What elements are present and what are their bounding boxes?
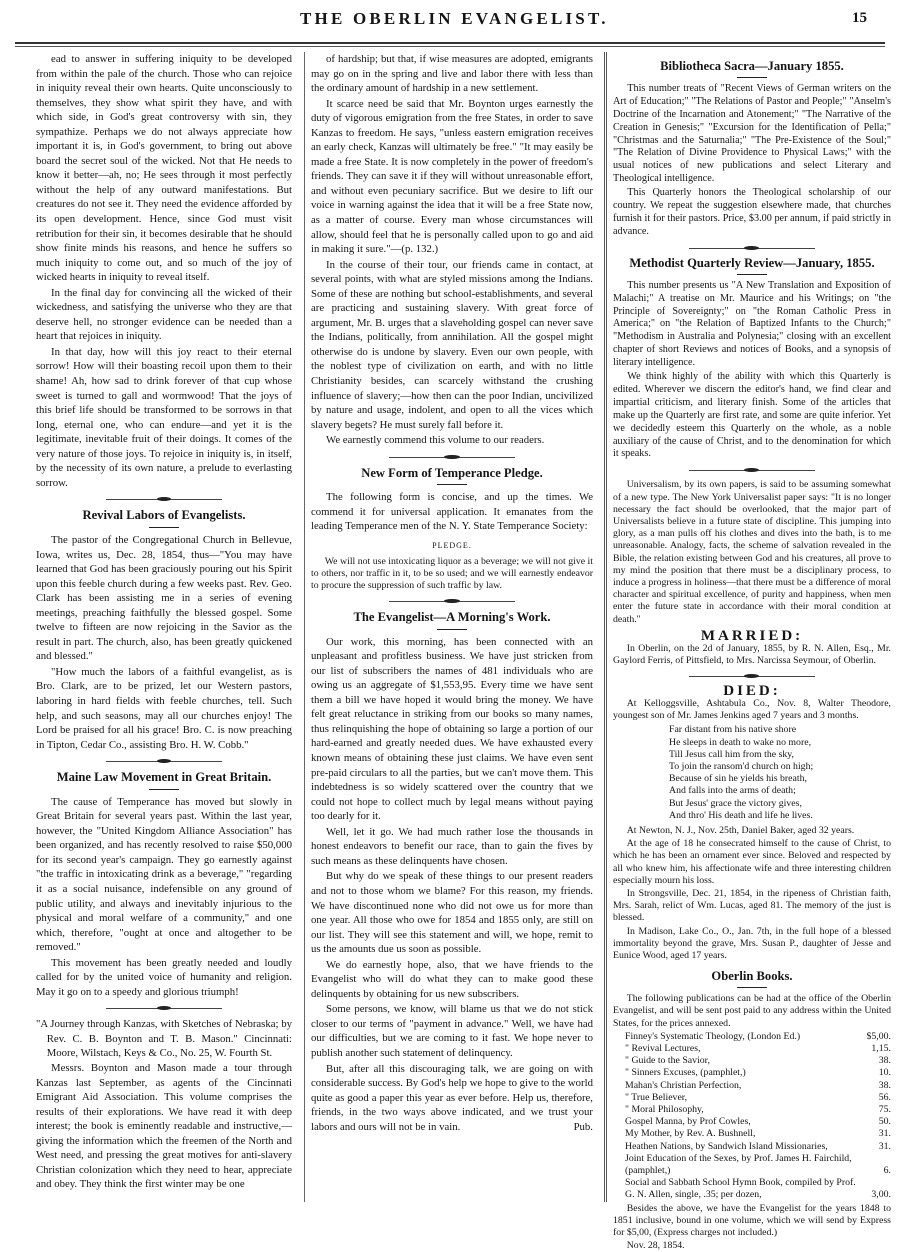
book-row bbox=[625, 1128, 891, 1140]
paragraph: Besides the above, we have the Evangelist for the years 1848 to 1851 inclusive, bound in one volume, which we will send by Express for $5,00, (Express charges not included.) bbox=[613, 1202, 891, 1239]
paragraph: Universalism, by its own papers, is said to be assuming somewhat of a new type. The New York Universalist paper says: "It is no longer necessary the fact should be overlooked, that the major part of Universalists believe in a future state of discipline. This jumping into glory, as a man pulls off his clothes and dives into the bath, is to me unreasonable. Analogy, facts, the scheme of salvation revealed in the Bible, the relation existing between God and his creatures, all prove to my mind the position that there must be a disciplinary process, to induce a progress in holiness—that there must be a difference of moral character and spiritual excellence, of purity and happiness, when men enter the future state in accordance with their moral condition at death." bbox=[613, 479, 891, 625]
poem-line: And falls into the arms of death; bbox=[669, 785, 796, 797]
book-price: 56. bbox=[878, 1091, 891, 1103]
paragraph: At Kelloggsville, Ashtabula Co., Nov. 8, Walter Theodore, youngest son of Mr. James Jenkins aged 7 years and 3 months. bbox=[613, 698, 891, 722]
section-divider bbox=[389, 457, 516, 458]
book-title: Gospel Manna, by Prof Cowles, bbox=[625, 1116, 751, 1128]
paragraph: In that day, how will this joy react to their eternal sorrow! How will their boasting recoil upon them to their shame! Ah, how sad to drink forever of that cup whose sweet is turned to gall and wormwood! That the joys of this brief life should be transformed to be sorrows in that long, eternal one, who can endure—and yet it is the legitimate, inevitable fruit of their doings. It comes of the very nature of those joys. To rejoice in iniquity is, in itself, by the necessity of its own nature, a prelude to everlasting sorrow. bbox=[36, 345, 292, 489]
section-divider bbox=[689, 470, 814, 471]
paragraph: It scarce need be said that Mr. Boynton urges earnestly the duty of vigorous emigration from the free States, in order to save Kanzas to freedom. He says, "unless eastern emigration receives an early check, Kanzas will ultimately be free." "It may easily be made a free State. It is now completely in the power of freedom's friends. They can save it if they will without unreasonable effort, and without even pecuniary sacrifice. But we desire to lift our voice in warning against the idea that it will be a free State now, as a matter of course. Every man whose circumstances will allow, should feel that he is personally called upon to go and aid in making it sure."—(p. 132.) bbox=[311, 97, 593, 256]
paragraph: We will not use intoxicating liquor as a beverage; we will not give it to others, nor traffic in it, to be so used; and we will earnestly endeavor to procure the suppression of such traffic by law. bbox=[311, 555, 593, 591]
book-price: 31. bbox=[878, 1128, 891, 1140]
poem-line: But Jesus' grace the victory gives, bbox=[669, 797, 802, 809]
section-heading: MARRIED: bbox=[700, 627, 804, 644]
paragraph: Nov. 28, 1854. bbox=[626, 1240, 685, 1252]
poem bbox=[613, 724, 891, 822]
section-divider bbox=[389, 601, 516, 602]
paragraph: In the course of their tour, our friends came in contact, at several points, with what are styled missions among the Indians. Some of these are nothing but school-establishments, and several are practicing and sustaining slavery. With great force of argument, Mr. B. urges that a slaveholding gospel can never save the Indians, politically, from annihilation. All the gospel might otherwise do is undone by slavery. Even our own people, with the noblest type of civilization on earth, and with no little Christianity besides, can scarcely withstand the crushing influence of slavery;—how then can the poor Indian, uncivilized by nature and usage, indolent, and open to all the vices which slavery begets? He must surely fall before it. bbox=[311, 258, 593, 431]
book-price: 3,00. bbox=[871, 1189, 891, 1201]
book-title: Joint Education of the Sexes, by Prof. James H. Fairchild, (pamphlet,) bbox=[625, 1152, 852, 1177]
article-heading: Maine Law Movement in Great Britain. bbox=[36, 770, 292, 790]
paragraph: In the final day for convincing all the wicked of their wickedness, and satisfying the universe who they are that deserve hell, no stronger evidence can be needed than a heart that rejoices in iniquity. bbox=[36, 286, 292, 343]
book-title: Mahan's Christian Perfection, bbox=[625, 1079, 742, 1091]
paragraph: ead to answer in suffering iniquity to be developed from within the pale of the church. Those who can rejoice in iniquity reveal their own hearts. Quite unconsciously to themselves, they show what spirit they have, and with which side, in God's great controversy with sin, they sympathize. Perhaps we do not always appreciate how important it is, in God's government, to bring out above board the secret soul of the wicked. Not that He needs to know it better—ah, no; He sees through it most perfectly without the help of any outward manifestations. But creatures do not see it. They need the evidence afforded by its open development. Hence, since God must visit retribution for their sin, it becomes desirable that he should show finite minds his reasons, and hence he suffers so much iniquity to come out, and so much of the joy of wicked hearts in iniquity to reveal itself. bbox=[36, 53, 292, 284]
section-divider bbox=[689, 676, 814, 677]
paragraph: This Quarterly honors the Theological scholarship of our country. We repeat the suggestion elsewhere made, that churches furnish it for their pastors. Price, $3.00 per annum, if paid strictly in advance. bbox=[613, 187, 891, 237]
section-heading: DIED: bbox=[723, 683, 781, 700]
book-row bbox=[625, 1153, 891, 1177]
paragraph: Well, let it go. We had much rather lose the thousands in honest endeavors to benefit our race, than to gain the fives by such means as these delinquents have chosen. bbox=[311, 825, 593, 867]
book-price: 50. bbox=[878, 1116, 891, 1128]
book-title: " Moral Philosophy, bbox=[625, 1104, 704, 1116]
book-title: Finney's Systematic Theology, (London Ed.) bbox=[625, 1030, 801, 1042]
book-citation: "A Journey through Kanzas, with Sketches of Nebraska; by Rev. C. B. Boynton and T. B. Mason." Cincinnati: Moore, Wilstach, Keys & Co., No. 25, W. Fourth St. bbox=[36, 1018, 292, 1060]
book-price: 10. bbox=[878, 1067, 891, 1079]
book-row bbox=[625, 1055, 891, 1067]
book-row bbox=[625, 1043, 891, 1055]
paragraph: This number treats of "Recent Views of German writers on the Art of Education;" "The Relations of Pastor and People;" "Anselm's Doctrine of the Incarnation and Atonement;" "The Narrative of the Creation in Genesis;" "Excursion for the Identification of Pella;" "Christmas and the Saturnalia;" "The Pre-Existence of the Soul;" "The Relation of Divine Providence to Physical Laws;" with the usual notices of new publications and select Literary and Theological intelligence. bbox=[613, 82, 891, 185]
book-price: 6. bbox=[883, 1165, 891, 1177]
section-divider bbox=[106, 761, 221, 762]
book-title: Heathen Nations, by Sandwich Island Missionaries, bbox=[625, 1140, 828, 1152]
paragraph: In Oberlin, on the 2d of January, 1855, by R. N. Allen, Esq., Mr. Gaylord Ferris, of Pittsfield, to Mrs. Narcissa Seymour, of Oberlin. bbox=[613, 642, 891, 666]
pledge-label: PLEDGE. bbox=[432, 540, 472, 550]
header-rule bbox=[15, 42, 885, 47]
book-price: $5,00. bbox=[866, 1030, 891, 1042]
paragraph: But, after all this discouraging talk, we are going on with considerable success. By God's help we hope to give to the world quite as good a paper this year as ever before. Help us, therefore, friends, in the two ways above indicated, and we trust your labors and ours will not be in vain. bbox=[311, 1062, 593, 1133]
section-divider bbox=[689, 248, 814, 249]
section-divider bbox=[106, 499, 221, 500]
article-heading: New Form of Temperance Pledge. bbox=[311, 466, 593, 486]
book-price-list bbox=[625, 1031, 891, 1202]
masthead bbox=[0, 6, 900, 32]
book-price: 1,15. bbox=[871, 1043, 891, 1055]
book-price: 75. bbox=[878, 1104, 891, 1116]
column-left bbox=[36, 52, 292, 1202]
paragraph: We do earnestly hope, also, that we have friends to the Evangelist who will do what they can to make good these delinquents by obtaining for us new subscribers. bbox=[311, 958, 593, 1000]
paragraph: But why do we speak of these things to our present readers and not to those whom we blame? For this reason, my friends. We have discontinued none who did not owe us for more than one year. All those who owe for 1854 and 1855 only, are still on our list. They will see this statement and will, we hope, remit to us the amounts due us soon as possible. bbox=[311, 870, 593, 956]
poem-line: Because of sin he yields his breath, bbox=[669, 773, 807, 785]
signature: Pub. bbox=[573, 1121, 593, 1134]
article-heading: Revival Labors of Evangelists. bbox=[36, 508, 292, 528]
paragraph: of hardship; but that, if wise measures are adopted, emigrants may go on in the spring and live and labor there with less than the ordinary amount of hardship in a new settlement. bbox=[311, 53, 593, 95]
newspaper-title: THE OBERLIN EVANGELIST. bbox=[300, 9, 609, 28]
paragraph: We think highly of the ability with which this Quarterly is edited. Wherever we discern the editor's hand, we find clear and impartial criticism, and literary finish. Some of the articles that make up the Quarterly are first rate, and some are quite inferior. Yet we decidedly esteem this Quarterly on the whole, as a noble auxiliary of the cause of Christ, and to the denomination for which it speaks. bbox=[613, 371, 891, 460]
book-row bbox=[625, 1104, 891, 1116]
poem-line: Far distant from his native shore bbox=[669, 724, 797, 736]
book-row bbox=[625, 1092, 891, 1104]
section-divider bbox=[106, 1008, 221, 1009]
poem-line: To join the ransom'd church on high; bbox=[669, 761, 814, 773]
column-right bbox=[604, 52, 891, 1252]
paragraph: In Madison, Lake Co., O., Jan. 7th, in the full hope of a blessed immortality beyond the grave, Mrs. Susan P., daughter of Jesse and Eunice Wood, aged 17 years. bbox=[613, 925, 891, 962]
book-price: 38. bbox=[878, 1079, 891, 1091]
paragraph: The cause of Temperance has moved but slowly in Great Britain for several years past. Within the last year, however, the "United Kingdom Alliance Association" has been organized, and has recently resolved to raise $50,000 for its second year's campaign. They go earnestly against "the traffic in intoxicating drink as a beverage," "regarding it as a social nuisance, indefensible on any ground of public utility, and always and inevitably injurious to the physical and moral welfare of a community," and one which, therefore, "ought at once and altogether to be removed." bbox=[36, 795, 292, 954]
article-heading: Oberlin Books. bbox=[613, 970, 891, 988]
paragraph: Messrs. Boynton and Mason made a tour through Kanzas last September, as agents of the Cincinnati Emigrant Aid Association. This volume comprises the results of their explorations. We have read it with deep interest; the book is eminently readable and instructive,—giving the information which the freemen of the North and West need, and pressing the great motives for anti-slavery Christian colonization which they need to hear, appreciate and obey. They think the first winter may be one bbox=[36, 1062, 292, 1191]
book-row bbox=[625, 1080, 891, 1092]
paragraph: The following publications can be had at the office of the Oberlin Evangelist, and will be sent post paid to any address within the United States, for the prices annexed. bbox=[613, 993, 891, 1029]
poem-line: Till Jesus call him from the sky, bbox=[669, 748, 795, 760]
column-middle bbox=[304, 52, 593, 1202]
poem-line: And thro' His death and life he lives. bbox=[669, 809, 813, 821]
paragraph: At Newton, N. J., Nov. 25th, Daniel Baker, aged 32 years. bbox=[626, 825, 855, 837]
article-heading: Methodist Quarterly Review—January, 1855. bbox=[613, 257, 891, 275]
article-heading: The Evangelist—A Morning's Work. bbox=[311, 610, 593, 630]
paragraph: The pastor of the Congregational Church in Bellevue, Iowa, writes us, Dec. 28, 1854, thus—"You may have learned that God has been graciously pouring out his Spirit upon this feeble church during a few weeks past. Rev. Geo. Clark has been assisting me in a series of evening meetings, preaching faithfully the blessed gospel. Some twelve to fifteen are now rejoicing in the Savior as the result in part. The church, also, has been greatly quickened and blessed." bbox=[36, 533, 292, 663]
book-row bbox=[625, 1177, 891, 1201]
book-title: " Guide to the Savior, bbox=[625, 1055, 710, 1067]
paragraph: At the age of 18 he consecrated himself to the cause of Christ, to which he has been an ornament ever since. Beloved and respected by all who knew him, his affectionate wife and three interesting children especially mourn his loss. bbox=[613, 838, 891, 886]
book-title: My Mother, by Rev. A. Bushnell, bbox=[625, 1128, 756, 1140]
paragraph: This number presents us "A New Translation and Exposition of Malachi;" A treatise on Mr. Maurice and his Writings; on "the Principle of Sovereignty;" on "the Roman Catholic Press in America;" on "the Relation of Baptized Infants to the Church;" "Methodism in Australia and Polynesia;" closing with an excellent chapter of short Reviews and notices of Books, and a synopsis of literary intelligence. bbox=[613, 279, 891, 369]
page-number: 15 bbox=[852, 10, 867, 26]
book-row bbox=[625, 1067, 891, 1079]
book-price: 31. bbox=[878, 1140, 891, 1152]
book-row bbox=[625, 1031, 891, 1043]
book-row bbox=[625, 1141, 891, 1153]
poem-line: He sleeps in death to wake no more, bbox=[669, 736, 812, 748]
paragraph: The following form is concise, and up the times. We commend it for universal application. It emanates from the leading Temperance men of the N. Y. State Temperance Society: bbox=[311, 491, 593, 533]
book-title: " Revival Lectures, bbox=[625, 1043, 701, 1055]
book-title: Social and Sabbath School Hymn Book, compiled by Prof. G. N. Allen, single, .35; per dozen, bbox=[625, 1177, 856, 1201]
book-row bbox=[625, 1116, 891, 1128]
paragraph: This movement has been greatly needed and loudly called for by the united voice of humanity and religion. May it go on to a speedy and glorious triumph! bbox=[36, 956, 292, 998]
book-price: 38. bbox=[878, 1055, 891, 1067]
article-heading: Bibliotheca Sacra—January 1855. bbox=[613, 60, 891, 78]
paragraph: "How much the labors of a faithful evangelist, as is Bro. Clark, are to be prized, let our Western pastors, laboring in hard fields with feeble churches, tell. Such help, and such seasons, may all our churches enjoy! The Lord be praised for all his grace! Bro. C. is now preaching in Tipton, Cedar Co., assisting Bro. H. W. Cobb." bbox=[36, 665, 292, 751]
book-title: " True Believer, bbox=[625, 1091, 688, 1103]
paragraph: Some persons, we know, will blame us that we do not stick closer to our terms of "payment in advance." Well, we have had our difficulties, but we are coming to it fast. We hope never to publish another such statement of delinquency. bbox=[311, 1003, 593, 1059]
paragraph: We earnestly commend this volume to our readers. bbox=[326, 434, 545, 447]
paragraph: Our work, this morning, has been connected with an unpleasant and profitless business. We have just stricken from our list of subscribers the names of 481 individuals who are owing us an aggregate of $1,553,95. Every time we have sent them a bill we have hoped it would bring the money. We have felt great reluctance in striking from our books so many names, thus relinquishing the hope of obtaining so large a portion of our hard-earned and greatly needed dues. We have exhausted every known means of obtaining these just claims. We have even sent pre-paid circulars to all the parties, but we can't move them. This indebtedness is so widely scattered over the country that we could not hope to collect much by legal means without paying too dearly for it. bbox=[311, 635, 593, 823]
book-title: " Sinners Excuses, (pamphlet,) bbox=[625, 1067, 746, 1079]
paragraph: In Strongsville, Dec. 21, 1854, in the ripeness of Christian faith, Mrs. Sarah, relict of Wm. Lucas, aged 81. The memory of the just is blessed. bbox=[613, 888, 891, 924]
